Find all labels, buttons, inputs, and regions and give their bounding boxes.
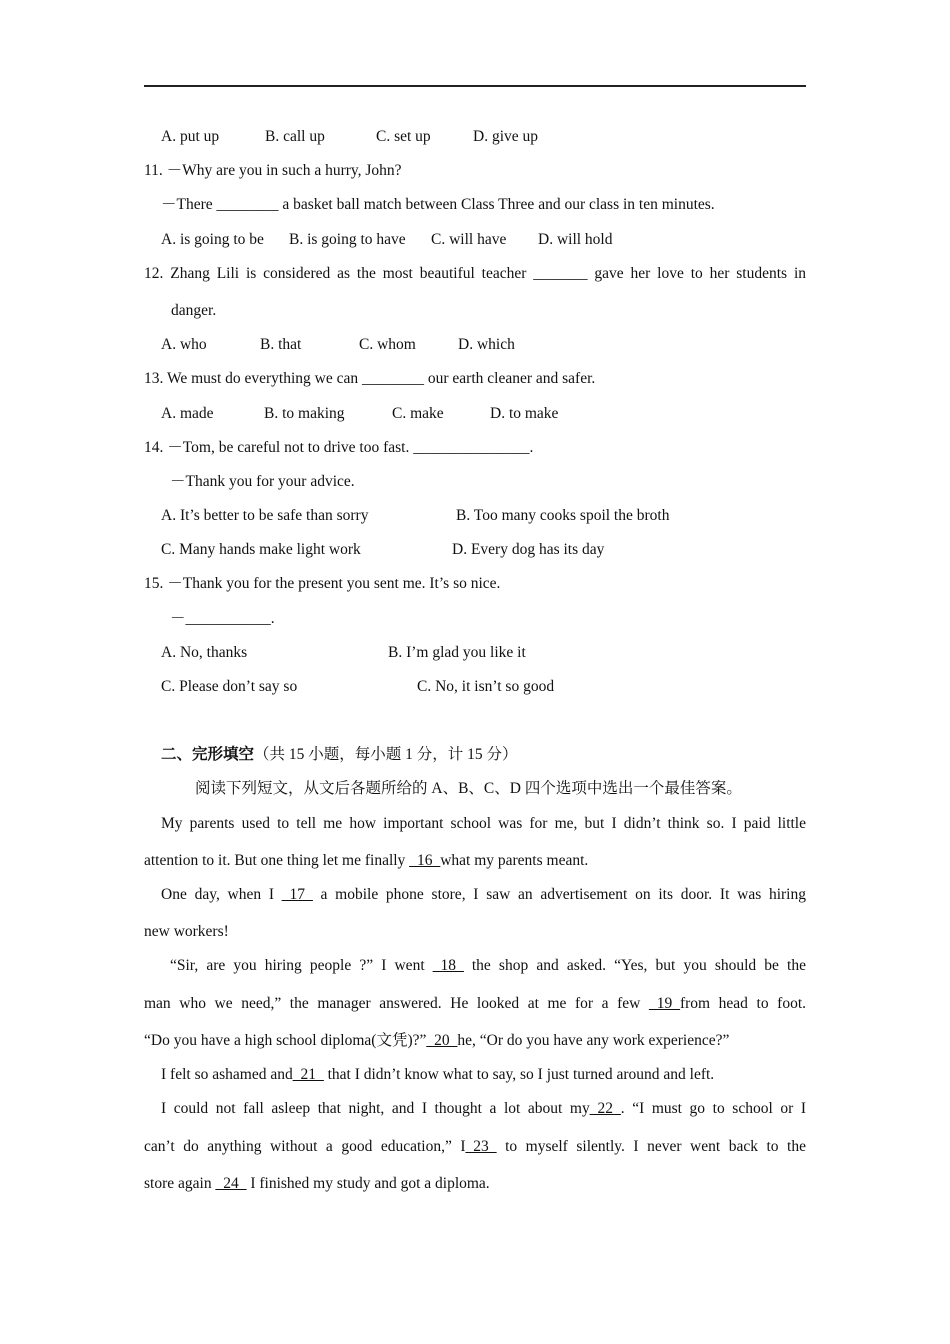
q15-option-c: C. Please don’t say so xyxy=(161,678,298,695)
text-span: a mobile phone store, I saw an advertisement on its door. It was hiring xyxy=(312,886,806,903)
passage-p3-line1 xyxy=(170,956,806,976)
q11-option-a: A. is going to be xyxy=(161,231,264,248)
text-span: “Sir, are you hiring people ?” I went xyxy=(170,957,433,974)
passage-p3-line3 xyxy=(144,1031,729,1051)
blank-23: _23_ xyxy=(465,1138,497,1155)
passage-p1-line1: My parents used to tell me how important school was for me, but I didn’t think so. I paid little xyxy=(161,815,806,832)
passage-p4 xyxy=(161,1065,714,1085)
q11-option-d: D. will hold xyxy=(538,231,613,248)
text-span: the shop and asked. “Yes, but you should be the xyxy=(463,957,806,974)
q15-line2: －___________. xyxy=(170,610,275,627)
q15-stem: 15. －Thank you for the present you sent me. It’s so nice. xyxy=(144,575,501,592)
header-rule xyxy=(144,85,806,87)
blank-21: _21_ xyxy=(292,1066,324,1083)
q11-option-c: C. will have xyxy=(431,231,507,248)
blank-22: _22_ xyxy=(589,1100,621,1117)
q10-option-c: C. set up xyxy=(376,128,431,145)
passage-p5-line1 xyxy=(161,1099,806,1119)
q14-option-b: B. Too many cooks spoil the broth xyxy=(456,507,670,524)
q12-option-d: D. which xyxy=(458,336,515,353)
text-span: I could not fall asleep that night, and I thought a lot about my xyxy=(161,1100,590,1117)
q10-option-d: D. give up xyxy=(473,128,539,145)
q12-option-b: B. that xyxy=(260,336,302,353)
text-span: can’t do anything without a good education,” I xyxy=(144,1138,466,1155)
section2-note: （共 15 小题，每小题 1 分，计 15 分） xyxy=(254,746,518,763)
q12-continuation: danger. xyxy=(171,302,217,319)
q14-stem: 14. －Tom, be careful not to drive too fast. _______________. xyxy=(144,439,534,456)
text-span: what my parents meant. xyxy=(440,852,589,869)
q13-stem: 13. We must do everything we can ________ our earth cleaner and safer. xyxy=(144,370,596,387)
q12-option-c: C. whom xyxy=(359,336,416,353)
section2-instruction: 阅读下列短文，从文后各题所给的 A、B、C、D 四个选项中选出一个最佳答案。 xyxy=(195,780,742,797)
q13-option-d: D. to make xyxy=(490,405,559,422)
blank-19: _19_ xyxy=(648,995,680,1012)
blank-18: _18_ xyxy=(432,957,464,974)
blank-24: _24_ xyxy=(215,1175,247,1192)
section2-heading xyxy=(161,745,518,765)
passage-p2-line2: new workers! xyxy=(144,923,229,940)
text-span: One day, when I xyxy=(161,886,282,903)
passage-p2-line1 xyxy=(161,885,806,905)
q10-option-a: A. put up xyxy=(161,128,220,145)
blank-17: _17_ xyxy=(281,886,313,903)
text-span: to myself silently. I never went back to the xyxy=(496,1138,806,1155)
text-span: . “I must go to school or I xyxy=(620,1100,806,1117)
q15-option-b: B. I’m glad you like it xyxy=(388,644,526,661)
q14-line2: －Thank you for your advice. xyxy=(170,473,355,490)
text-span: that I didn’t know what to say, so I just turned around and left. xyxy=(323,1066,715,1083)
text-span: I felt so ashamed and xyxy=(161,1066,293,1083)
text-span: from head to foot. xyxy=(679,995,807,1012)
passage-p3-line2 xyxy=(144,994,806,1014)
passage-p5-line3 xyxy=(144,1174,490,1194)
text-span: store again xyxy=(144,1175,216,1192)
q12-option-a: A. who xyxy=(161,336,207,353)
q15-option-d: C. No, it isn’t so good xyxy=(417,678,555,695)
text-span: attention to it. But one thing let me finally xyxy=(144,852,410,869)
passage-p5-line2 xyxy=(144,1137,806,1157)
q15-option-a: A. No, thanks xyxy=(161,644,248,661)
q14-option-a: A. It’s better to be safe than sorry xyxy=(161,507,369,524)
q10-option-b: B. call up xyxy=(265,128,325,145)
q11-option-b: B. is going to have xyxy=(289,231,406,248)
q12-stem: 12. Zhang Lili is considered as the most beautiful teacher _______ gave her love to her students in xyxy=(144,265,806,282)
q14-option-d: D. Every dog has its day xyxy=(452,541,605,558)
text-span: I finished my study and got a diploma. xyxy=(246,1175,490,1192)
q11-stem: 11. －Why are you in such a hurry, John? xyxy=(144,162,402,179)
section2-title: 二、完形填空 xyxy=(161,746,255,763)
q13-option-a: A. made xyxy=(161,405,214,422)
text-span: “Do you have a high school diploma(文凭)?” xyxy=(144,1032,427,1049)
text-span: man who we need,” the manager answered. He looked at me for a few xyxy=(144,995,649,1012)
text-span: he, “Or do you have any work experience?” xyxy=(457,1032,730,1049)
q11-line2: －There ________ a basket ball match between Class Three and our class in ten minutes. xyxy=(161,196,715,213)
blank-20: _20_ xyxy=(426,1032,458,1049)
passage-p1-line2 xyxy=(144,851,588,871)
q14-option-c: C. Many hands make light work xyxy=(161,541,361,558)
q13-option-b: B. to making xyxy=(264,405,345,422)
blank-16: _16_ xyxy=(409,852,441,869)
q13-option-c: C. make xyxy=(392,405,444,422)
